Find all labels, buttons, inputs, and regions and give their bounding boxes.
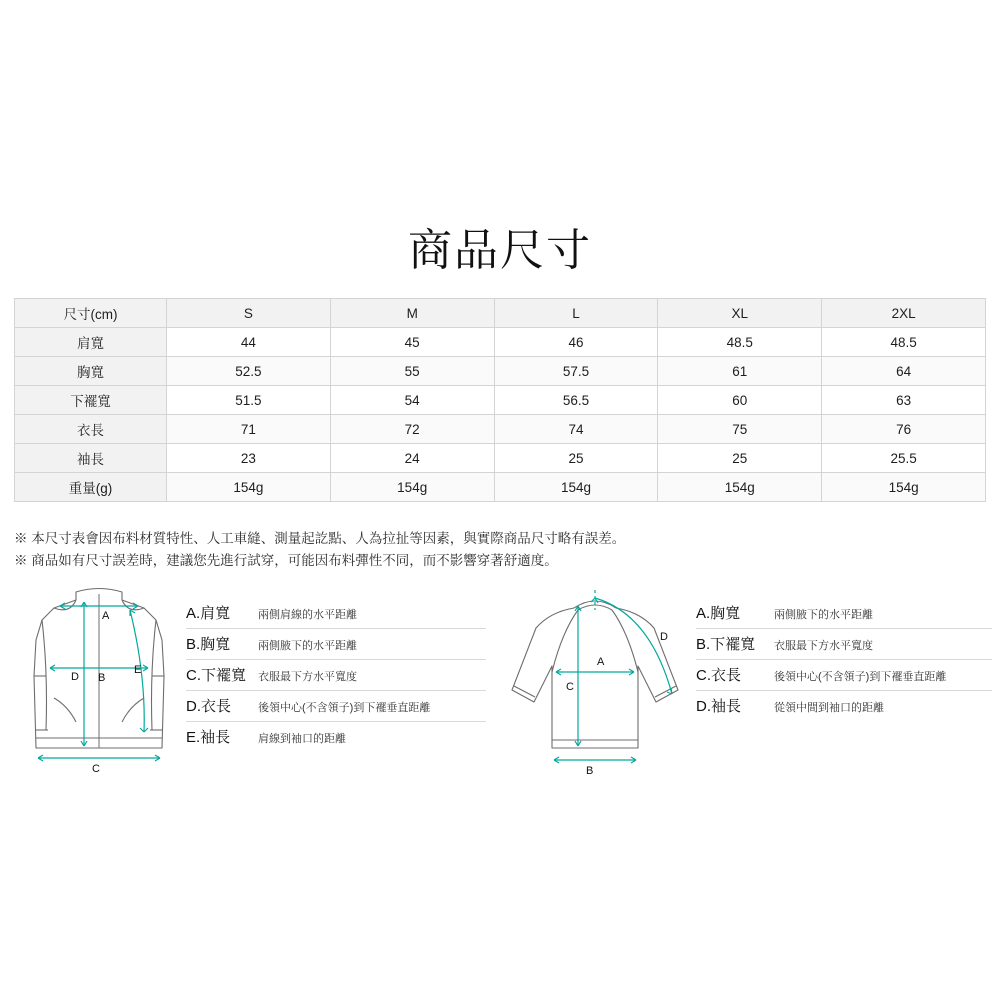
right-legend — [696, 598, 992, 721]
table-row — [15, 444, 986, 473]
mark-label-a: A — [597, 656, 605, 668]
note-line: ※ 本尺寸表會因布料材質特性、人工車縫、測量起訖點、人為拉扯等因素，與實際商品尺寸略有誤差。 — [14, 531, 626, 546]
legend-item — [696, 598, 992, 629]
legend-item — [186, 660, 486, 691]
table-row — [15, 328, 986, 357]
table-cell: 154g — [658, 473, 822, 502]
legend-key: C.衣長 — [696, 667, 742, 684]
diagram-area — [0, 580, 1000, 800]
table-row — [15, 415, 986, 444]
left-legend — [186, 598, 486, 752]
legend-item — [696, 660, 992, 691]
table-cell: 72 — [330, 415, 494, 444]
size-table — [14, 298, 986, 502]
table-cell: 76 — [822, 415, 986, 444]
table-cell: 54 — [330, 386, 494, 415]
row-label: 胸寬 — [15, 357, 167, 386]
mark-label-b: B — [586, 765, 594, 777]
size-table-header — [15, 299, 986, 328]
legend-item — [186, 691, 486, 722]
legend-desc: 兩側腋下的水平距離 — [258, 640, 357, 652]
legend-key: D.袖長 — [696, 698, 742, 715]
mark-label-d: D — [660, 631, 668, 643]
table-row — [15, 357, 986, 386]
legend-key: C.下襬寬 — [186, 667, 247, 684]
row-label: 重量(g) — [15, 473, 167, 502]
legend-desc: 衣服最下方水平寬度 — [258, 671, 357, 683]
table-cell: 154g — [822, 473, 986, 502]
mark-label-c: C — [566, 681, 574, 693]
table-cell: 154g — [330, 473, 494, 502]
raglan-top-diagram — [500, 580, 690, 780]
note-line: ※ 商品如有尺寸誤差時，建議您先進行試穿，可能因布料彈性不同，而不影響穿著舒適度。 — [14, 553, 558, 568]
mark-label-e: E — [134, 664, 142, 676]
legend-item — [186, 722, 486, 752]
table-cell: 52.5 — [167, 357, 331, 386]
table-row — [15, 473, 986, 502]
table-cell: 75 — [658, 415, 822, 444]
jacket-diagram — [14, 580, 184, 780]
table-cell: 44 — [167, 328, 331, 357]
legend-desc: 兩側腋下的水平距離 — [774, 609, 873, 621]
table-cell: 25 — [658, 444, 822, 473]
table-cell: 23 — [167, 444, 331, 473]
table-cell: 61 — [658, 357, 822, 386]
table-cell: 55 — [330, 357, 494, 386]
table-cell: 24 — [330, 444, 494, 473]
table-cell: 51.5 — [167, 386, 331, 415]
legend-item — [186, 629, 486, 660]
table-header-row — [15, 299, 986, 328]
legend-item — [696, 629, 992, 660]
table-row — [15, 386, 986, 415]
legend-item — [186, 598, 486, 629]
table-cell: 48.5 — [658, 328, 822, 357]
mark-label-c: C — [92, 763, 100, 775]
column-header-m: M — [330, 299, 494, 328]
table-cell: 71 — [167, 415, 331, 444]
row-label: 袖長 — [15, 444, 167, 473]
column-header-size: 尺寸(cm) — [15, 299, 167, 328]
column-header-xl: XL — [658, 299, 822, 328]
notes — [14, 528, 974, 572]
table-cell: 56.5 — [494, 386, 658, 415]
legend-key: D.衣長 — [186, 698, 232, 715]
legend-key: A.肩寬 — [186, 605, 231, 622]
page-title: 商品尺寸 — [408, 226, 592, 275]
table-cell: 154g — [494, 473, 658, 502]
mark-label-a: A — [102, 610, 110, 622]
legend-key: A.胸寬 — [696, 605, 741, 622]
table-cell: 63 — [822, 386, 986, 415]
column-header-s: S — [167, 299, 331, 328]
table-cell: 45 — [330, 328, 494, 357]
row-label: 衣長 — [15, 415, 167, 444]
legend-key: B.下襬寬 — [696, 636, 756, 653]
table-cell: 154g — [167, 473, 331, 502]
table-cell: 74 — [494, 415, 658, 444]
table-cell: 57.5 — [494, 357, 658, 386]
table-cell: 46 — [494, 328, 658, 357]
mark-label-b: B — [98, 672, 106, 684]
legend-desc: 肩線到袖口的距離 — [258, 733, 346, 745]
legend-desc: 從領中間到袖口的距離 — [774, 702, 884, 714]
row-label: 肩寬 — [15, 328, 167, 357]
table-cell: 60 — [658, 386, 822, 415]
legend-desc: 衣服最下方水平寬度 — [774, 640, 873, 652]
table-cell: 25 — [494, 444, 658, 473]
legend-key: B.胸寬 — [186, 636, 231, 653]
legend-desc: 後領中心(不含領子)到下襬垂直距離 — [258, 702, 431, 714]
table-cell: 25.5 — [822, 444, 986, 473]
size-table-body — [15, 328, 986, 502]
table-cell: 48.5 — [822, 328, 986, 357]
legend-desc: 後領中心(不含領子)到下襬垂直距離 — [774, 671, 947, 683]
legend-desc: 兩側肩線的水平距離 — [258, 609, 357, 621]
legend-key: E.袖長 — [186, 729, 231, 746]
column-header-l: L — [494, 299, 658, 328]
column-header-2xl: 2XL — [822, 299, 986, 328]
row-label: 下襬寬 — [15, 386, 167, 415]
mark-label-d: D — [71, 671, 79, 683]
legend-item — [696, 691, 992, 721]
table-cell: 64 — [822, 357, 986, 386]
